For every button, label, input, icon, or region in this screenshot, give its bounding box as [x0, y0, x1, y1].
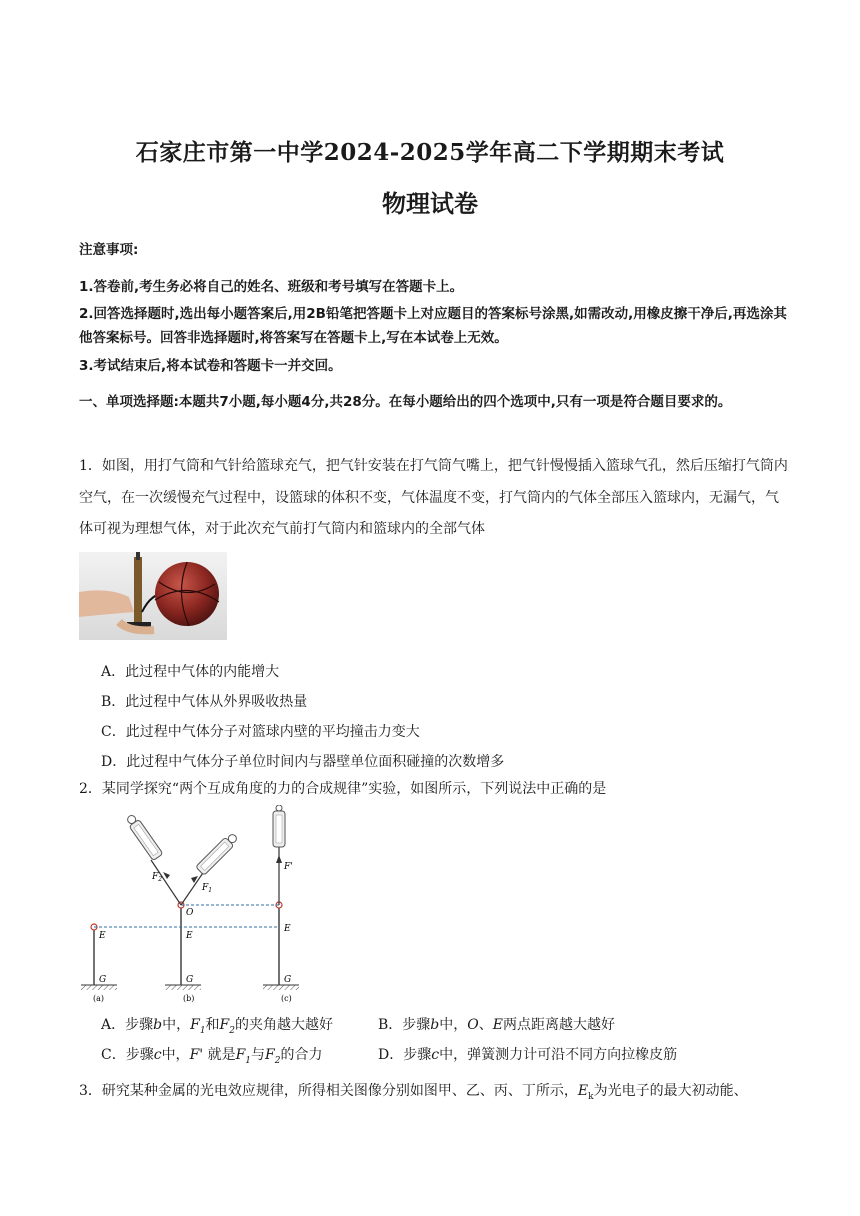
svg-text:E: E	[186, 931, 193, 941]
q1-option-d: D．此过程中气体分子单位时间内与器壁单位面积碰撞的次数增多	[101, 754, 505, 770]
svg-text:G: G	[99, 975, 107, 985]
svg-text:(b): (b)	[183, 994, 195, 1003]
svg-text:E: E	[99, 931, 106, 941]
svg-text:F2: $F_2$	[152, 872, 163, 883]
q2-stem: 2．某同学探究“两个互成角度的力的合成规律”实验，如图所示，下列说法中正确的是	[79, 781, 607, 797]
exam-subtitle: 物理试卷	[382, 189, 478, 218]
q3-stem: 3．研究某种金属的光电效应规律，所得相关图像分别如图甲、乙、丙、丁所示，$E_k$为光电子的最大初动能、	[79, 1083, 748, 1102]
q1-option-a: A．此过程中气体的内能增大	[101, 664, 280, 680]
svg-text:F': F'	[284, 862, 293, 872]
notice-item-1: 1.答卷前,考生务必将自己的姓名、班级和考号填写在答题卡上。	[79, 279, 464, 295]
force-composition-figure	[79, 805, 319, 1005]
svg-text:(a): (a)	[93, 994, 105, 1003]
svg-text:F1: $F_1$	[202, 883, 213, 894]
q2-option-b: B．步骤b中，O、E两点距离越大越好	[378, 1017, 615, 1033]
q1-option-c: C．此过程中气体分子对篮球内壁的平均撞击力变大	[101, 724, 420, 740]
svg-text:O: O	[186, 908, 194, 918]
ground-c	[263, 985, 299, 990]
notice-heading: 注意事项:	[79, 242, 139, 258]
svg-text:G: G	[186, 975, 194, 985]
svg-text:E: E	[284, 924, 291, 934]
ground-a	[81, 985, 117, 990]
q2-option-d: D．步骤c中，弹簧测力计可沿不同方向拉橡皮筋	[378, 1047, 678, 1063]
q2-option-c: C．步骤c中，F' 就是$F_1$与$F_2$的合力	[101, 1047, 323, 1066]
q1-option-b: B．此过程中气体从外界吸收热量	[101, 694, 308, 710]
svg-text:(c): (c)	[281, 994, 292, 1003]
q1-stem: 1．如图，用打气筒和气针给篮球充气，把气针安装在打气筒气嘴上，把气针慢慢插入篮球气孔，然后压缩打气筒内空气，在一次缓慢充气过程中，设篮球的体积不变，气体温度不变，打气筒内的气体全部压入篮球内，无漏气，气体可视为理想气体，对于此次充气前打气筒内和篮球内的全部气体	[79, 458, 788, 537]
svg-text:G: G	[284, 975, 292, 985]
section-heading: 一、单项选择题:本题共7小题,每小题4分,共28分。在每小题给出的四个选项中,只有一项是符合题目要求的。	[79, 394, 732, 410]
exam-title: 石家庄市第一中学2024-2025学年高二下学期期末考试	[135, 139, 725, 166]
q2-option-a: A．步骤b中，$F_1$和$F_2$的夹角越大越好	[101, 1017, 333, 1036]
notice-item-2: 2.回答选择题时,选出每小题答案后,用2B铅笔把答题卡上对应题目的答案标号涂黑,如需改动,用橡皮擦干净后,再选涂其他答案标号。回答非选择题时,将答案写在答题卡上,写在本试卷上无效。	[79, 306, 787, 346]
notice-item-3: 3.考试结束后,将本试卷和答题卡一并交回。	[79, 358, 342, 374]
ground-b	[165, 985, 201, 990]
basketball-pump-photo	[79, 552, 227, 640]
